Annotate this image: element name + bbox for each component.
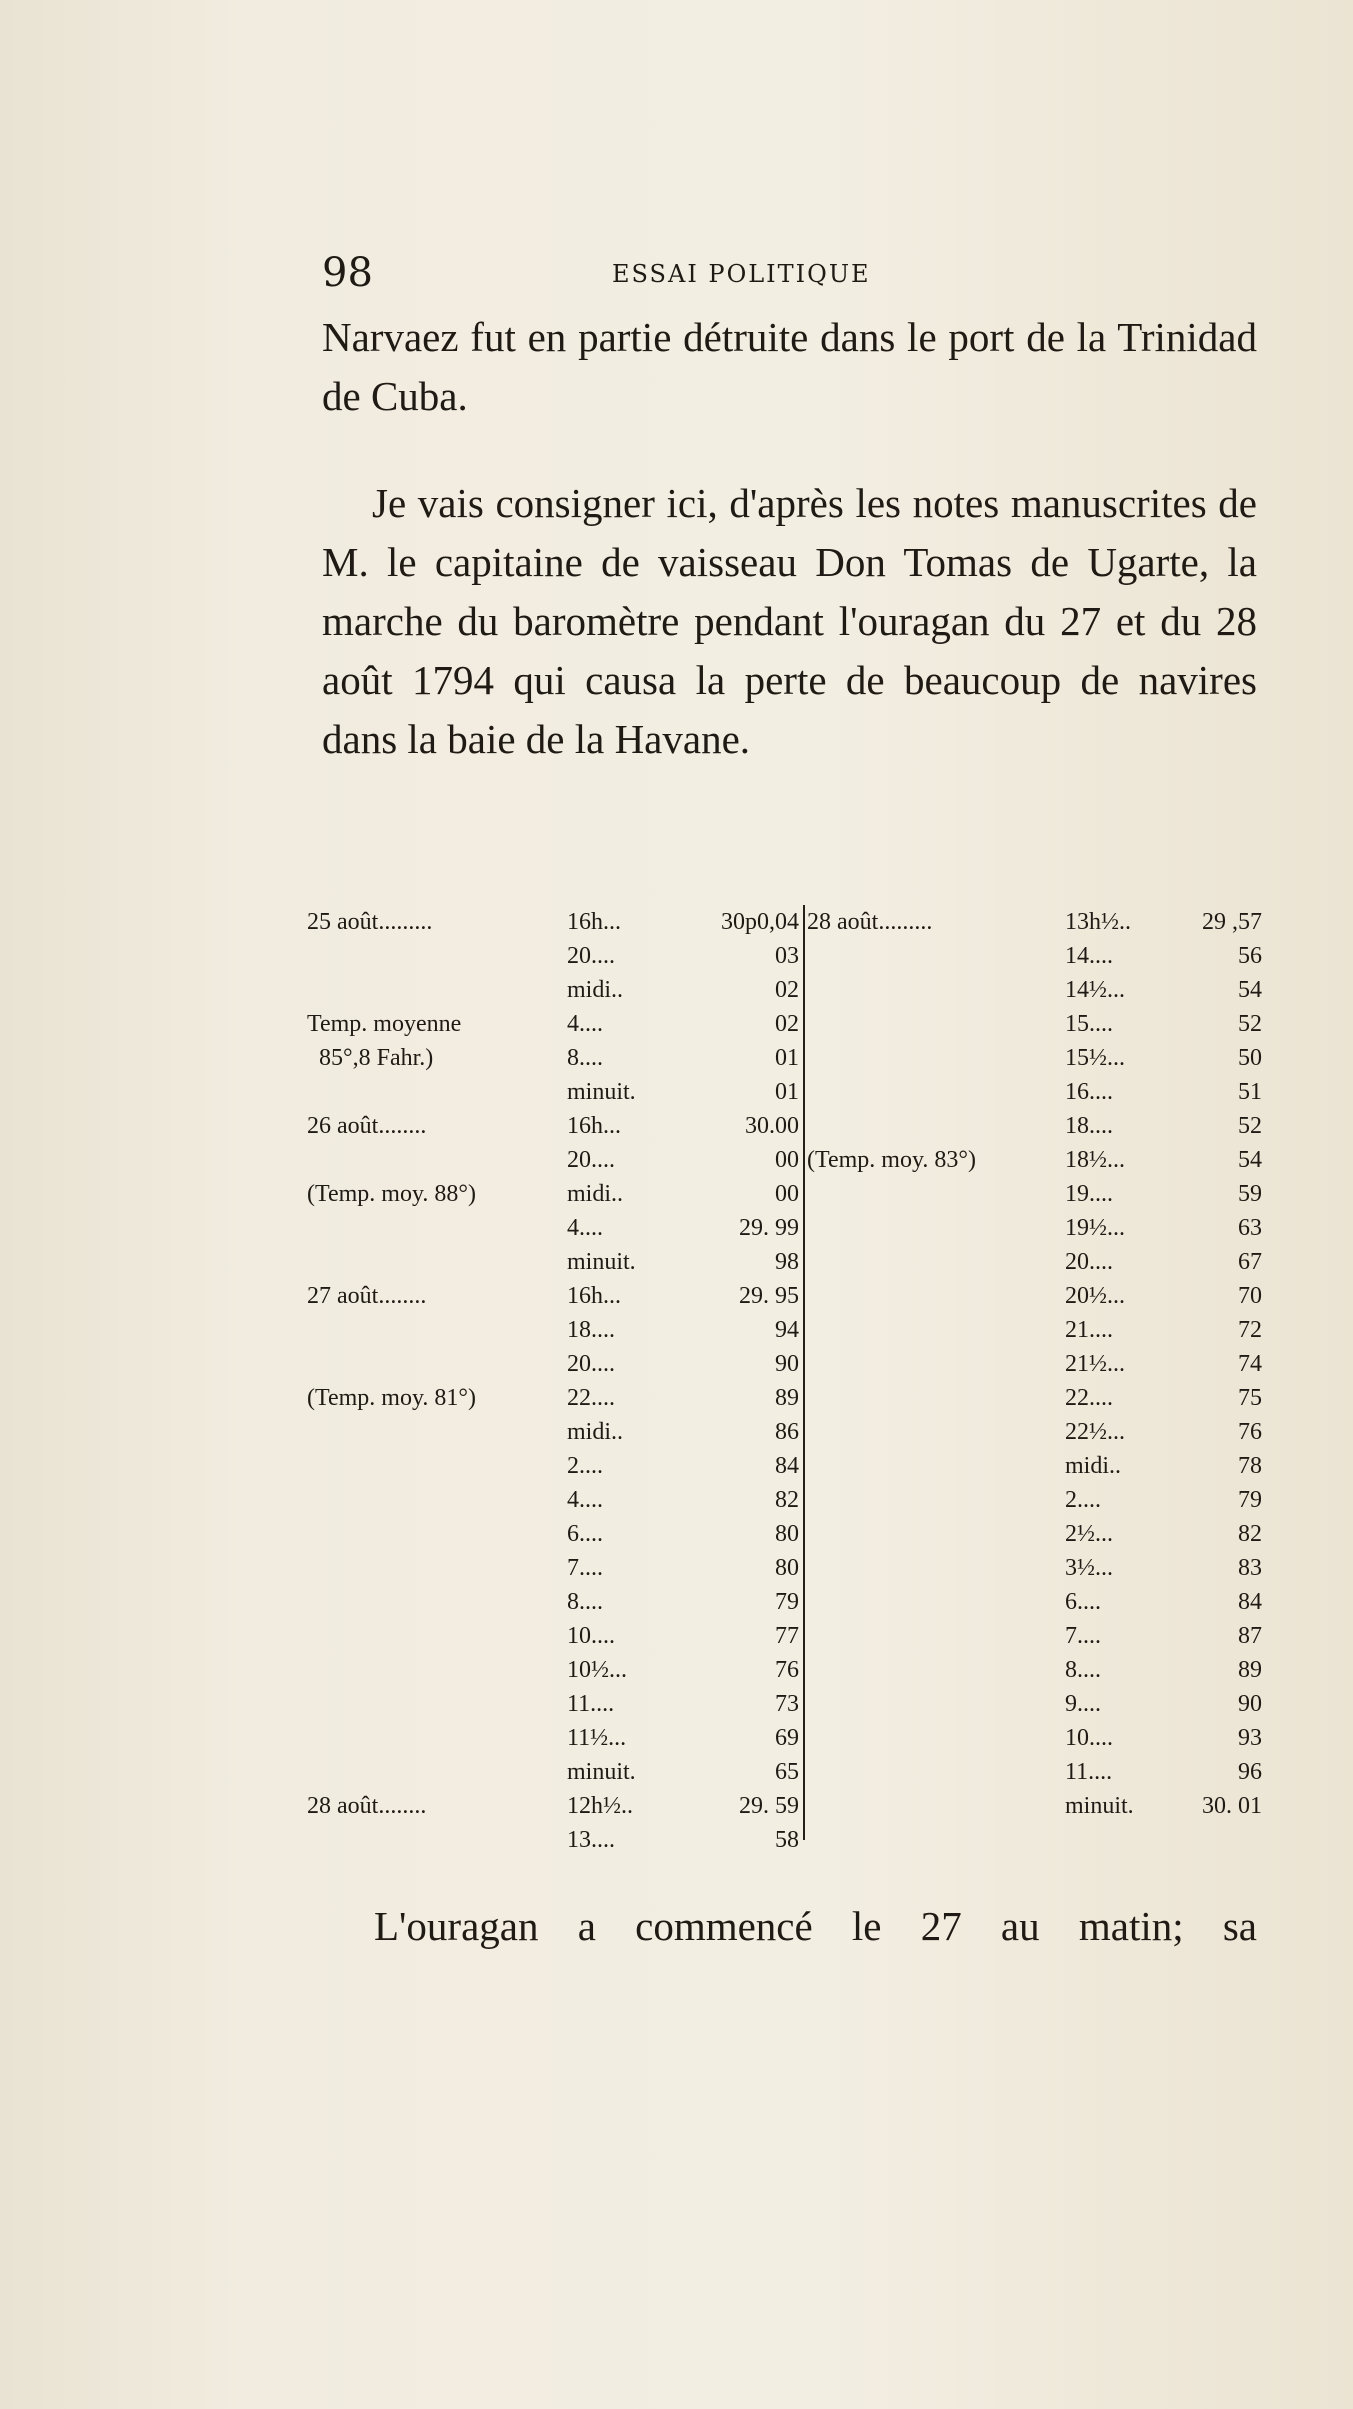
row-label: (Temp. moy. 88°) — [307, 1181, 476, 1207]
table-row — [307, 1653, 799, 1687]
row-value: 73 — [775, 1691, 799, 1717]
table-row — [307, 973, 799, 1007]
row-value: 90 — [1238, 1691, 1262, 1717]
row-value: 54 — [1238, 977, 1262, 1003]
table-row — [807, 1109, 1262, 1143]
row-label: (Temp. moy. 83°) — [807, 1147, 976, 1173]
row-value: 30.00 — [745, 1113, 799, 1139]
barometer-column-right — [807, 905, 1262, 1823]
row-time: 8.... — [567, 1589, 603, 1615]
row-time: 19½... — [1065, 1215, 1125, 1241]
row-value: 54 — [1238, 1147, 1262, 1173]
row-time: 15.... — [1065, 1011, 1113, 1037]
paragraph-barometer-intro: Je vais consigner ici, d'après les notes manuscrites de M. le capitaine de vaisseau Don Tomas de Ugarte, la marche du baromètre pendant l'ouragan du 27 et du 28 août 1794 qui causa la perte de beaucoup de navires dans la baie de la Havane. — [322, 480, 1257, 762]
table-row — [807, 1177, 1262, 1211]
table-row — [307, 1415, 799, 1449]
row-value: 90 — [775, 1351, 799, 1377]
table-row — [807, 1517, 1262, 1551]
row-time: 3½... — [1065, 1555, 1113, 1581]
row-time: minuit. — [1065, 1793, 1134, 1819]
page-number: 98 — [322, 250, 373, 296]
row-time: 10.... — [1065, 1725, 1113, 1751]
row-time: midi.. — [567, 1419, 624, 1445]
page-header — [322, 250, 1257, 300]
row-time: 13h½.. — [1065, 909, 1131, 935]
row-label: 26 août........ — [307, 1113, 427, 1139]
table-row — [807, 1551, 1262, 1585]
row-value: 82 — [1238, 1521, 1262, 1547]
table-row — [807, 939, 1262, 973]
row-time: 16h... — [567, 1113, 621, 1139]
row-time: 6.... — [1065, 1589, 1101, 1615]
table-row — [307, 1619, 799, 1653]
row-time: 21½... — [1065, 1351, 1125, 1377]
row-time: 16h... — [567, 909, 621, 935]
table-row — [807, 1789, 1262, 1823]
row-time: 7.... — [567, 1555, 603, 1581]
row-value: 76 — [775, 1657, 799, 1683]
row-time: 16.... — [1065, 1079, 1113, 1105]
row-time: 20.... — [1065, 1249, 1113, 1275]
row-value: 72 — [1238, 1317, 1262, 1343]
row-time: 18½... — [1065, 1147, 1125, 1173]
table-row — [307, 1449, 799, 1483]
row-time: 20.... — [567, 1147, 615, 1173]
row-time: 11.... — [567, 1691, 615, 1717]
row-label: 25 août......... — [307, 909, 433, 935]
row-time: 4.... — [567, 1011, 603, 1037]
row-value: 78 — [1238, 1453, 1262, 1479]
table-row — [807, 1755, 1262, 1789]
row-time: 20½... — [1065, 1283, 1125, 1309]
row-time: 22.... — [1065, 1385, 1113, 1411]
barometer-table — [307, 905, 1262, 1855]
row-time: 16h... — [567, 1283, 621, 1309]
table-row — [807, 1687, 1262, 1721]
row-time: 2½... — [1065, 1521, 1113, 1547]
row-value: 29 ,57 — [1202, 909, 1262, 935]
row-time: 7.... — [1065, 1623, 1101, 1649]
row-value: 98 — [775, 1249, 799, 1275]
table-row — [307, 1687, 799, 1721]
table-row — [807, 1245, 1262, 1279]
row-time: 18.... — [1065, 1113, 1113, 1139]
row-time: 18.... — [567, 1317, 615, 1343]
row-value: 65 — [775, 1759, 799, 1785]
row-value: 80 — [775, 1555, 799, 1581]
row-time: 20.... — [567, 943, 615, 969]
table-row — [307, 1517, 799, 1551]
table-row — [807, 1483, 1262, 1517]
row-value: 93 — [1238, 1725, 1262, 1751]
row-value: 89 — [775, 1385, 799, 1411]
row-value: 77 — [775, 1623, 799, 1649]
row-time: midi.. — [567, 977, 624, 1003]
table-row — [807, 1721, 1262, 1755]
table-row — [307, 1551, 799, 1585]
table-row — [807, 1075, 1262, 1109]
row-time: minuit. — [567, 1079, 636, 1105]
row-time: 15½... — [1065, 1045, 1125, 1071]
table-row — [307, 1007, 799, 1041]
row-value: 87 — [1238, 1623, 1262, 1649]
table-row — [307, 1755, 799, 1789]
row-value: 03 — [775, 943, 799, 969]
row-time: 21.... — [1065, 1317, 1113, 1343]
table-row — [307, 1823, 799, 1857]
row-value: 30. 01 — [1202, 1793, 1262, 1819]
paragraph-closing: L'ouragan a commencé le 27 au matin; sa — [374, 1903, 1257, 1949]
row-value: 89 — [1238, 1657, 1262, 1683]
table-row — [307, 1245, 799, 1279]
row-value: 29. 95 — [739, 1283, 799, 1309]
row-value: 94 — [775, 1317, 799, 1343]
row-time: 22.... — [567, 1385, 615, 1411]
row-time: 2.... — [567, 1453, 603, 1479]
row-value: 51 — [1238, 1079, 1262, 1105]
table-row — [307, 1483, 799, 1517]
row-value: 84 — [775, 1453, 799, 1479]
table-row — [807, 1143, 1262, 1177]
row-value: 82 — [775, 1487, 799, 1513]
row-value: 29. 99 — [739, 1215, 799, 1241]
row-value: 75 — [1238, 1385, 1262, 1411]
row-time: midi.. — [567, 1181, 624, 1207]
row-label: (Temp. moy. 81°) — [307, 1385, 476, 1411]
row-time: 10½... — [567, 1657, 627, 1683]
row-value: 67 — [1238, 1249, 1262, 1275]
table-row — [807, 1585, 1262, 1619]
row-time: 6.... — [567, 1521, 603, 1547]
row-value: 63 — [1238, 1215, 1262, 1241]
row-value: 56 — [1238, 943, 1262, 969]
row-value: 00 — [775, 1181, 799, 1207]
barometer-column-left — [307, 905, 799, 1857]
table-row — [807, 1211, 1262, 1245]
table-row — [307, 1075, 799, 1109]
row-value: 30p0,04 — [721, 909, 799, 935]
row-value: 01 — [775, 1079, 799, 1105]
row-time: minuit. — [567, 1759, 636, 1785]
row-time: 4.... — [567, 1215, 603, 1241]
row-value: 76 — [1238, 1419, 1262, 1445]
row-value: 86 — [775, 1419, 799, 1445]
row-value: 74 — [1238, 1351, 1262, 1377]
table-row — [307, 1109, 799, 1143]
table-row — [807, 1381, 1262, 1415]
row-time: 8.... — [567, 1045, 603, 1071]
table-row — [307, 1177, 799, 1211]
table-row — [307, 1279, 799, 1313]
row-value: 83 — [1238, 1555, 1262, 1581]
row-value: 80 — [775, 1521, 799, 1547]
row-time: 14.... — [1065, 943, 1113, 969]
table-row — [807, 905, 1262, 939]
table-row — [807, 1279, 1262, 1313]
table-row — [307, 939, 799, 973]
row-time: 20.... — [567, 1351, 615, 1377]
table-row — [807, 973, 1262, 1007]
row-value: 79 — [1238, 1487, 1262, 1513]
table-row — [307, 1211, 799, 1245]
row-value: 70 — [1238, 1283, 1262, 1309]
column-divider — [803, 905, 805, 1840]
table-row — [307, 1721, 799, 1755]
paragraph-narvaez: Narvaez fut en partie détruite dans le port de la Trinidad de Cuba. — [322, 314, 1257, 419]
table-row — [807, 1347, 1262, 1381]
row-value: 50 — [1238, 1045, 1262, 1071]
row-value: 79 — [775, 1589, 799, 1615]
row-time: 9.... — [1065, 1691, 1101, 1717]
table-row — [307, 1313, 799, 1347]
table-row — [307, 1143, 799, 1177]
row-time: 14½... — [1065, 977, 1125, 1003]
table-row — [807, 1041, 1262, 1075]
row-value: 29. 59 — [739, 1793, 799, 1819]
table-row — [807, 1415, 1262, 1449]
row-time: minuit. — [567, 1249, 636, 1275]
row-time: 2.... — [1065, 1487, 1101, 1513]
table-row — [807, 1653, 1262, 1687]
table-row — [807, 1449, 1262, 1483]
row-time: 13.... — [567, 1827, 615, 1853]
row-value: 69 — [775, 1725, 799, 1751]
row-time: 10.... — [567, 1623, 615, 1649]
row-time: midi.. — [1065, 1453, 1122, 1479]
table-row — [807, 1313, 1262, 1347]
table-row — [307, 1041, 799, 1075]
row-label: Temp. moyenne — [307, 1011, 462, 1037]
table-row — [307, 1585, 799, 1619]
row-label: 85°,8 Fahr.) — [307, 1045, 434, 1071]
row-value: 00 — [775, 1147, 799, 1173]
row-value: 58 — [775, 1827, 799, 1853]
table-row — [307, 1347, 799, 1381]
row-time: 8.... — [1065, 1657, 1101, 1683]
row-time: 11.... — [1065, 1759, 1113, 1785]
row-value: 59 — [1238, 1181, 1262, 1207]
table-row — [307, 1789, 799, 1823]
row-time: 11½... — [567, 1725, 627, 1751]
row-value: 01 — [775, 1045, 799, 1071]
row-value: 52 — [1238, 1011, 1262, 1037]
row-label: 28 août......... — [807, 909, 933, 935]
table-row — [307, 1381, 799, 1415]
row-time: 4.... — [567, 1487, 603, 1513]
row-time: 22½... — [1065, 1419, 1125, 1445]
row-time: 19.... — [1065, 1181, 1113, 1207]
row-value: 02 — [775, 1011, 799, 1037]
table-row — [307, 905, 799, 939]
row-label: 28 août........ — [307, 1793, 427, 1819]
row-label: 27 août........ — [307, 1283, 427, 1309]
row-value: 02 — [775, 977, 799, 1003]
row-value: 52 — [1238, 1113, 1262, 1139]
running-title: ESSAI POLITIQUE — [612, 260, 871, 288]
row-time: 12h½.. — [567, 1793, 633, 1819]
row-value: 96 — [1238, 1759, 1262, 1785]
row-value: 84 — [1238, 1589, 1262, 1615]
table-row — [807, 1007, 1262, 1041]
table-row — [807, 1619, 1262, 1653]
